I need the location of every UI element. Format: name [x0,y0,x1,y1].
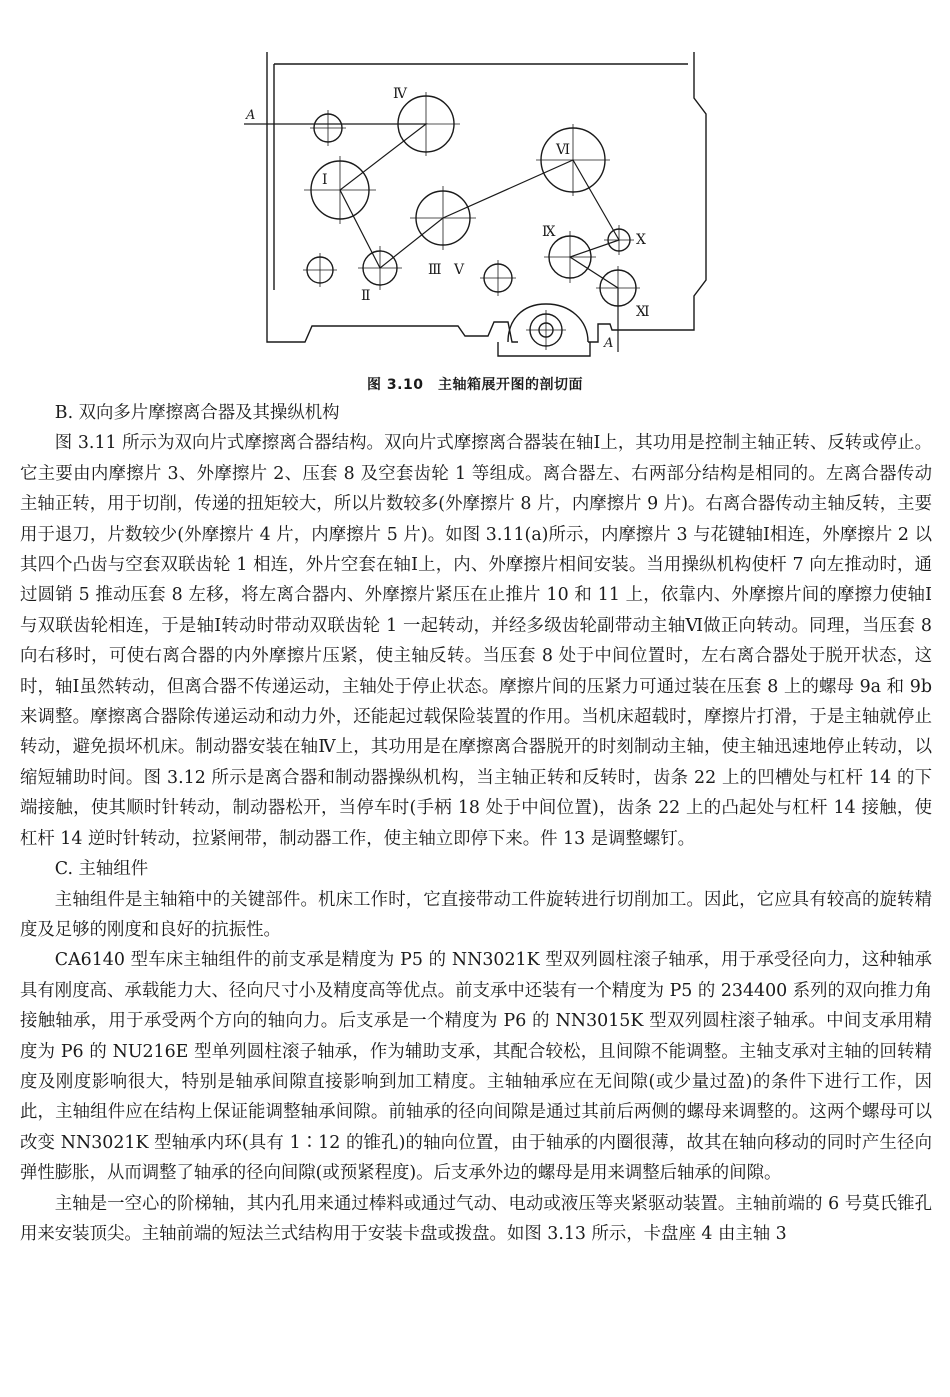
label-shaft-v: Ⅴ [454,262,465,278]
figure-caption: 图 3.10 主轴箱展开图的剖切面 [367,377,583,393]
label-a-top: A [246,108,256,123]
paragraph-spindle-bearings: CA6140 型车床主轴组件的前支承是精度为 P5 的 NN3021K 型双列圆柱滚子轴承，用于承受径向力，这种轴承具有刚度高、承载能力大、径向尺寸小及精度高等优点。前支承中还装有一个精度为 P5 的 234400 系列的双向推力角接触轴承，用于承受两个方向的轴向力。后支承是一个精度为 P6 的 NN3015K 型双列圆柱滚子轴承。中间支承用精度为 P6 的 NU216E 型单列圆柱滚子轴承，作为辅助支承，其配合较松，且间隙不能调整。主轴支承对主轴的回转精度及刚度影响很大，特别是轴承间隙直接影响到加工精度。主轴轴承应在无间隙(或少量过盈)的条件下进行工作，因此，主轴组件应在结构上保证能调整轴承间隙。前轴承的径向间隙是通过其前后两侧的螺母来调整的。这两个螺母可以改变 NN3021K 型轴承内环(具有 1∶12 的锥孔)的轴向位置，由于轴承的内圈很薄，故其在轴向移动的同时产生径向弹性膨胀，从而调整了轴承的径向间隙(或预紧程度)。后支承外边的螺母是用来调整后轴承的间隙。 [20,950,932,1184]
shaft-small-left [303,253,337,287]
gearbox-diagram [0,0,950,372]
label-shaft-vi: Ⅵ [556,142,571,158]
label-shaft-iii: Ⅲ [428,262,442,278]
label-a-bottom: A [604,336,614,351]
label-shaft-ii: Ⅱ [361,288,371,304]
label-shaft-ix: Ⅸ [542,224,556,240]
section-heading-b: B. 双向多片摩擦离合器及其操纵机构 [54,403,340,423]
gearbox-section-figure [0,0,950,372]
paragraph-spindle-intro: 主轴组件是主轴箱中的关键部件。机床工作时，它直接带动工件旋转进行切削加工。因此，它应具有较高的旋转精度及足够的刚度和良好的抗振性。 [20,889,932,940]
label-shaft-i: Ⅰ [322,172,328,188]
label-shaft-x: Ⅹ [636,232,646,248]
paragraph-spindle-structure: 主轴是一空心的阶梯轴，其内孔用来通过棒料或通过气动、电动或液压等夹紧驱动装置。主轴前端的 6 号莫氏锥孔用来安装顶尖。主轴前端的短法兰式结构用于安装卡盘或拨盘。如图 3.13 所示，卡盘座 4 由主轴 3 [20,1193,932,1244]
paragraph-clutch: 图 3.11 所示为双向片式摩擦离合器结构。双向片式摩擦离合器装在轴Ⅰ上，其功用是控制主轴正转、反转或停止。它主要由内摩擦片 3、外摩擦片 2、压套 8 及空套齿轮 1 等组成。离合器左、右两部分结构是相同的。左离合器传动主轴正转，用于切削，传递的扭矩较大，所以片数较多(外摩擦片 8 片，内摩擦片 9 片)。右离合器传动主轴反转，主要用于退刀，片数较少(外摩擦片 4 片，内摩擦片 5 片)。如图 3.11(a)所示，内摩擦片 3 与花键轴Ⅰ相连，外摩擦片 2 以其四个凸齿与空套双联齿轮 1 相连，外片空套在轴Ⅰ上，内、外摩擦片相间安装。当用操纵机构使杆 7 向左推动时，通过圆销 5 推动压套 8 左移，将左离合器内、外摩擦片紧压在止推片 10 和 11 上，依靠内、外摩擦片间的摩擦力使轴Ⅰ与双联齿轮相连，于是轴Ⅰ转动时带动双联齿轮 1 一起转动，并经多级齿轮副带动主轴Ⅵ做正向转动。同理，当压套 8 向右移时，可使右离合器的内外摩擦片压紧，使主轴反转。当压套 8 处于中间位置时，左右离合器处于脱开状态，这时，轴Ⅰ虽然转动，但离合器不传递运动，主轴处于停止状态。摩擦片间的压紧力可通过装在压套 8 上的螺母 9a 和 9b 来调整。摩擦离合器除传递运动和动力外，还能起过载保险装置的作用。当机床超载时，摩擦片打滑，于是主轴就停止转动，避免损坏机床。制动器安装在轴Ⅳ上，其功用是在摩擦离合器脱开的时刻制动主轴，使主轴迅速地停止转动，以缩短辅助时间。图 3.12 所示是离合器和制动器操纵机构，当主轴正转和反转时，齿条 22 上的凹槽处与杠杆 14 的下端接触，使其顺时针转动，制动器松开，当停车时(手柄 18 处于中间位置)，齿条 22 上的凸起处与杠杆 14 接触，使杠杆 14 逆时针转动，拉紧闸带，制动器工作，使主轴立即停下来。件 13 是调整螺钉。 [20,433,932,849]
body-text [20,398,932,1249]
shaft-small-mid [480,260,516,296]
shaft-small-top [310,110,346,146]
label-shaft-iv: Ⅳ [393,86,407,102]
section-heading-c: C. 主轴组件 [54,859,149,880]
label-shaft-xi: Ⅺ [636,304,650,320]
section-path [340,124,619,340]
